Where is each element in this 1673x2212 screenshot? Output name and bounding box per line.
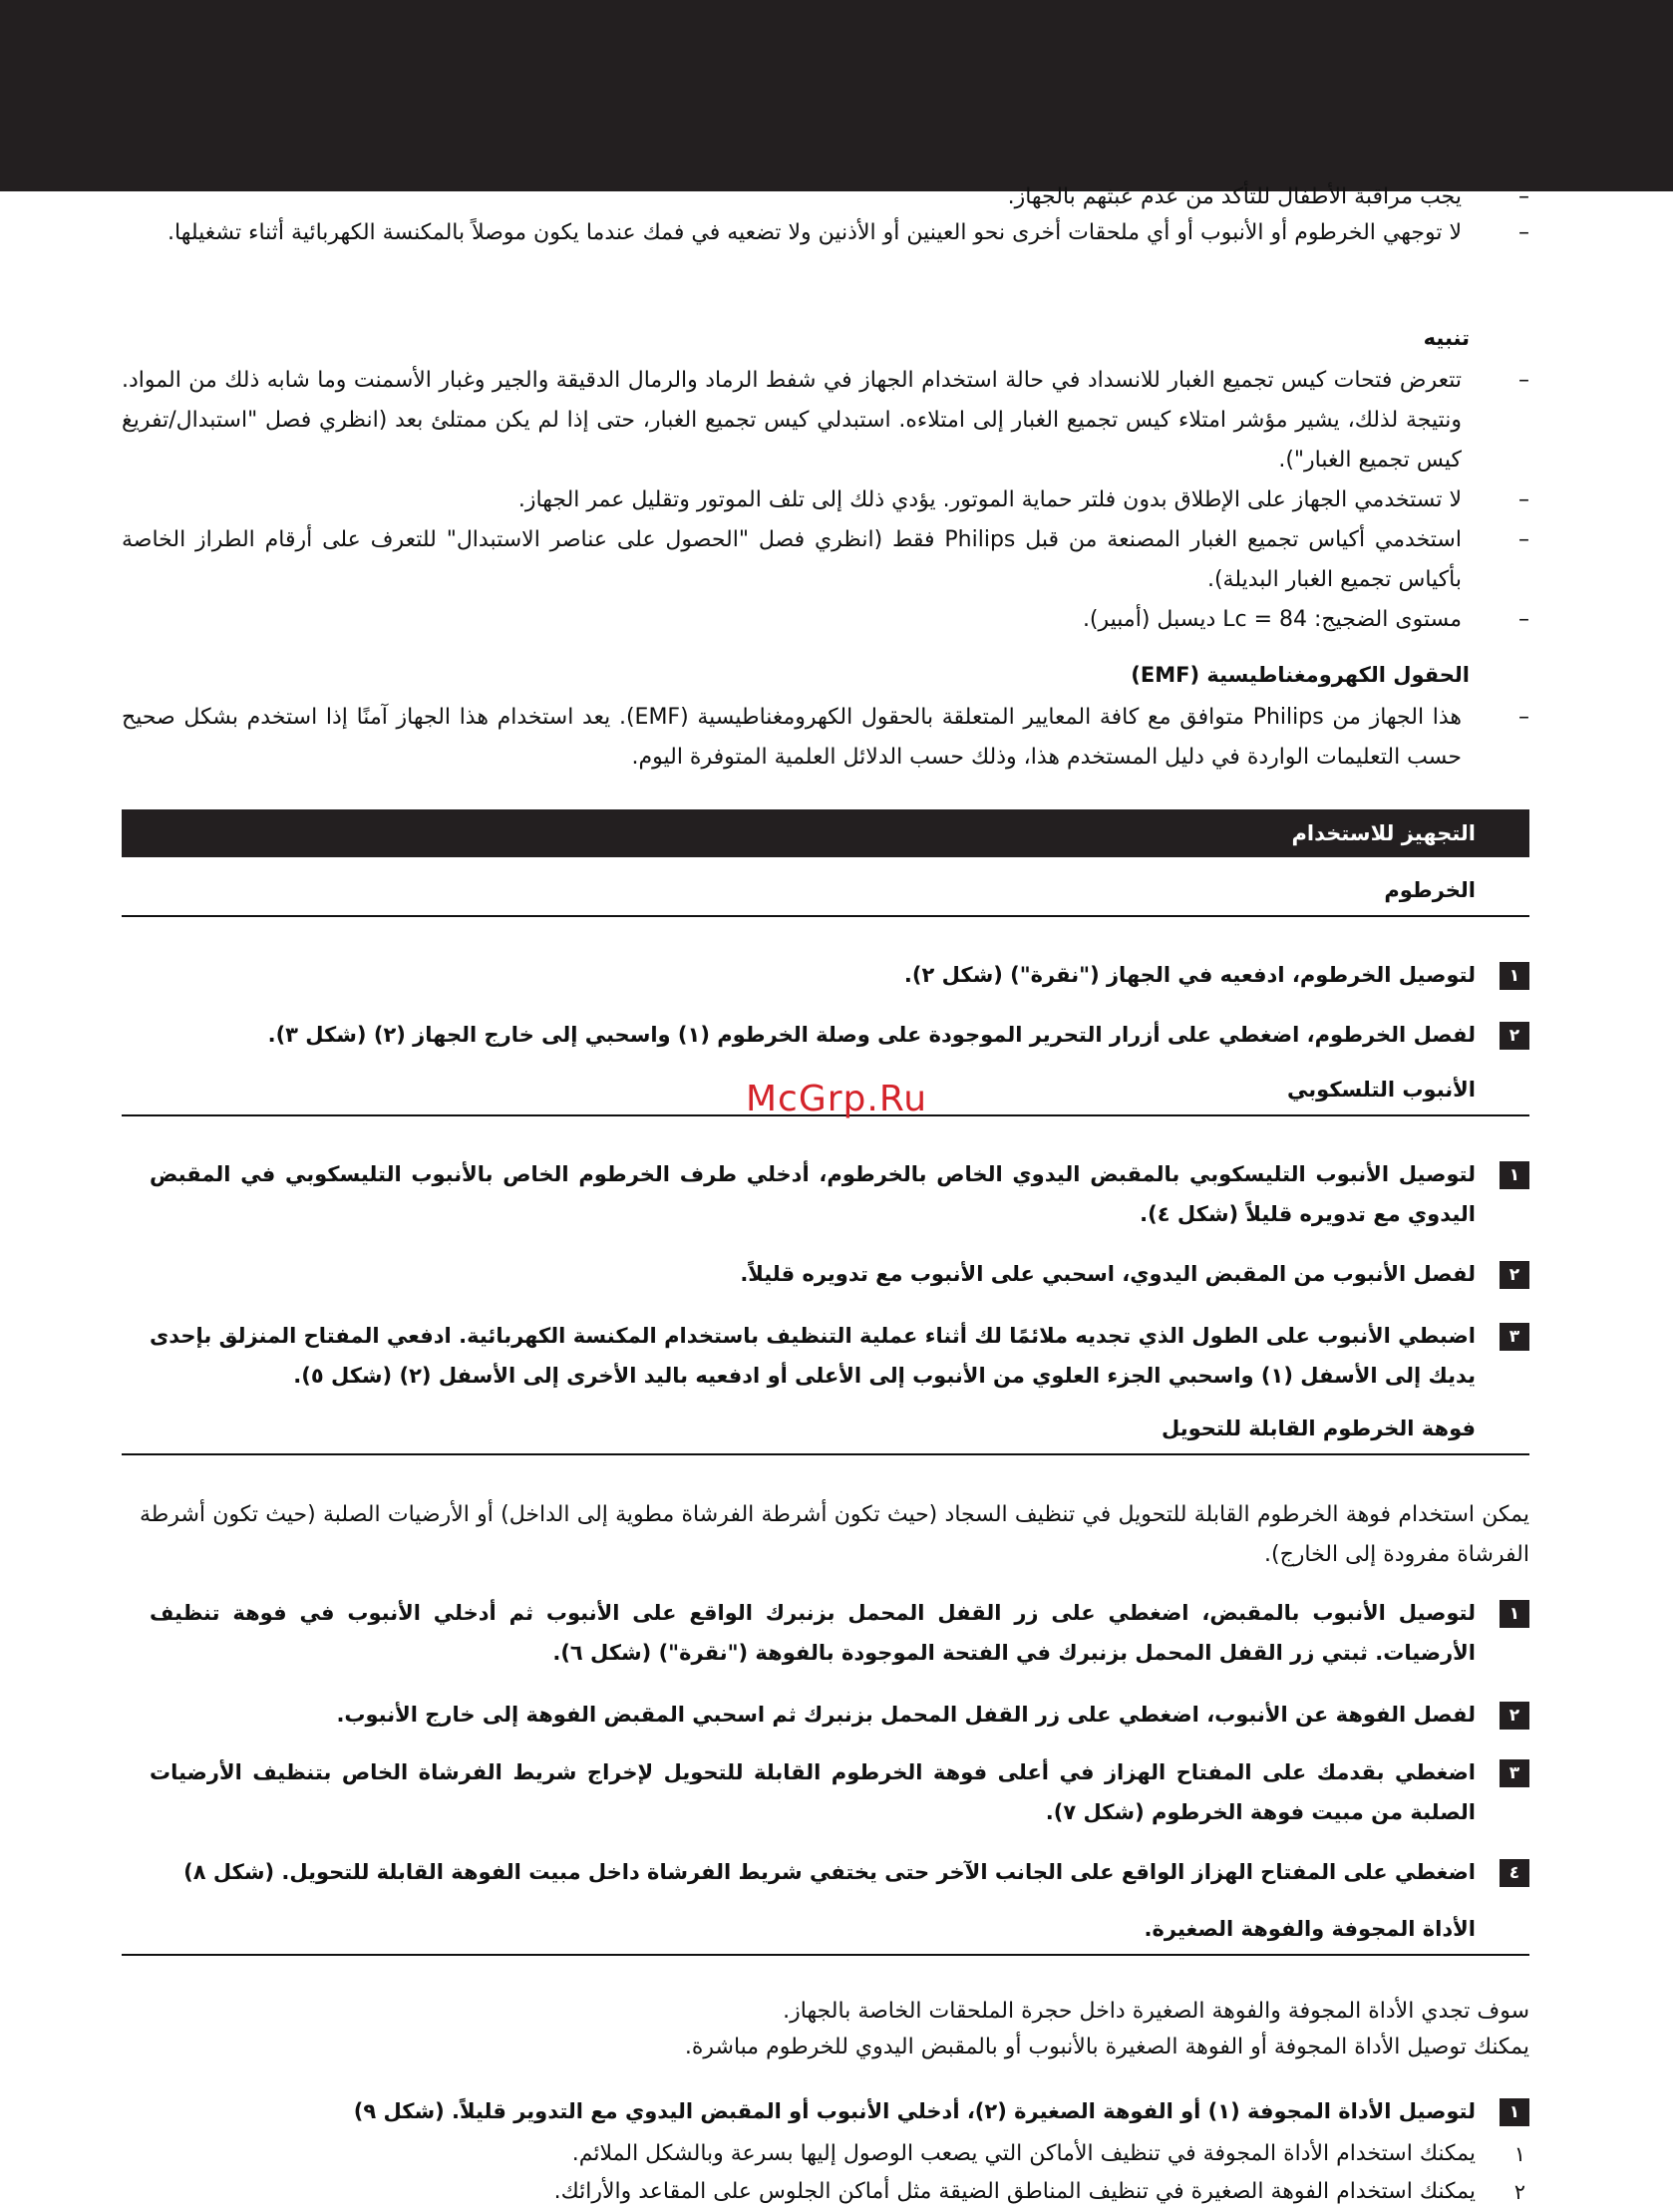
crevice-intro-1: سوف تجدي الأداة المجوفة والفوهة الصغيرة داخل حجرة الملحقات الخاصة بالجهاز. xyxy=(783,1999,1529,2024)
step-number: ١ xyxy=(1500,1600,1529,1628)
step-number: ٢ xyxy=(1500,1022,1529,1050)
step-number: ٢ xyxy=(1500,1702,1529,1730)
sub-number: ١ xyxy=(1513,2142,1525,2166)
header-bar xyxy=(0,0,1673,191)
emf-list xyxy=(122,698,1529,778)
watermark: McGrp.Ru xyxy=(746,1079,928,1119)
list-item: – هذا الجهاز من Philips متوافق مع كافة المعايير المتعلقة بالحقول الكهرومغناطيسية (EMF). يعد استخدام هذا الجهاز آمنًا إذا استخدم بشكل صحيح حسب التعليمات الواردة في دليل المستخدم هذا، وذلك حسب الدلائل العلمية المتوفرة اليوم. xyxy=(122,698,1529,778)
step-text: لفصل الفوهة عن الأنبوب، اضغطي على زر القفل المحمل بزنبرك ثم اسحبي المقبض الفوهة إلى خارج الأنبوب. xyxy=(336,1703,1476,1727)
caution-list xyxy=(122,361,1529,640)
step-text: لتوصيل الخرطوم، ادفعيه في الجهاز ("نقرة") (شكل ٢). xyxy=(903,963,1476,987)
step-item xyxy=(150,1695,1529,1735)
step-item xyxy=(150,1752,1529,1832)
sub-text: يمكنك استخدام الفوهة الصغيرة في تنظيف المناطق الضيقة مثل أماكن الجلوس على المقاعد والأرائك. xyxy=(553,2179,1476,2204)
nozzle-heading: فوهة الخرطوم القابلة للتحويل xyxy=(122,1412,1529,1455)
step-number: ٣ xyxy=(1500,1323,1529,1351)
sub-item xyxy=(140,2135,1529,2173)
step-text: لفصل الخرطوم، اضغطي على أزرار التحرير الموجودة على وصلة الخرطوم (١) واسحبي إلى خارج الجهاز (٢) (شكل ٣). xyxy=(267,1023,1476,1047)
list-item: – تتعرض فتحات كيس تجميع الغبار للانسداد في حالة استخدام الجهاز في شفط الرماد والرمال الدقيقة والجير وغبار الأسمنت وما شابه ذلك من المواد. ونتيجة لذلك، يشير مؤشر امتلاء كيس تجميع الغبار إلى امتلاءه. استبدلي كيس تجميع الغبار، حتى إذا لم يكن ممتلئ بعد (انظري فصل "استبدال/تفريغ كيس تجميع الغبار"). xyxy=(122,361,1529,480)
caution-title: تنبيه xyxy=(1423,326,1470,350)
step-item xyxy=(150,955,1529,995)
sub-item xyxy=(140,2173,1529,2211)
hose-heading: الخرطوم xyxy=(122,873,1529,917)
list-item: – يجب مراقبة الأطفال للتأكد من عدم عبثهم بالجهاز. xyxy=(122,177,1529,213)
step-number: ١ xyxy=(1500,1161,1529,1189)
sub-text: يمكنك استخدام الأداة المجوفة في تنظيف الأماكن التي يصعب الوصول إليها بسرعة وبالشكل الملائم. xyxy=(571,2141,1476,2166)
step-text: لتوصيل الأنبوب التليسكوبي بالمقبض اليدوي الخاص بالخرطوم، أدخلي طرف الخرطوم الخاص بالأنبوب التليسكوبي في المقبض اليدوي مع تدويره قليلاً (شكل ٤). xyxy=(150,1162,1476,1226)
crevice-heading: الأداة المجوفة والفوهة الصغيرة. xyxy=(122,1912,1529,1956)
nozzle-intro: يمكن استخدام فوهة الخرطوم القابلة للتحويل في تنظيف السجاد (حيث تكون أشرطة الفرشاة مطوية إلى الداخل) أو الأرضيات الصلبة (حيث تكون أشرطة الفرشاة مفرودة إلى الخارج). xyxy=(140,1502,1529,1567)
step-number: ١ xyxy=(1500,2098,1529,2126)
step-item xyxy=(150,1316,1529,1396)
step-item xyxy=(150,2091,1529,2131)
step-item xyxy=(150,1015,1529,1055)
step-text: لتوصيل الأداة المجوفة (١) أو الفوهة الصغيرة (٢)، أدخلي الأنبوب أو المقبض اليدوي مع التدوير قليلاً. (شكل ٩) xyxy=(353,2099,1476,2123)
step-item xyxy=(150,1593,1529,1673)
step-number: ٢ xyxy=(1500,1261,1529,1289)
step-number: ٣ xyxy=(1500,1759,1529,1787)
sub-number: ٢ xyxy=(1513,2180,1525,2204)
list-item: – لا توجهي الخرطوم أو الأنبوب أو أي ملحقات أخرى نحو العينين أو الأذنين ولا تضعيه في فمك عندما يكون موصلاً بالمكنسة الكهربائية أثناء تشغيلها. xyxy=(122,213,1529,253)
step-text: اضبطي الأنبوب على الطول الذي تجديه ملائمًا لك أثناء عملية التنظيف باستخدام المكنسة الكهربائية. ادفعي المفتاح المنزلق بإحدى يديك إلى الأسفل (١) واسحبي الجزء العلوي من الأنبوب إلى الأعلى أو ادفعيه باليد الأخرى إلى الأسفل (٢) (شكل ٥). xyxy=(150,1324,1476,1388)
list-item: – لا تستخدمي الجهاز على الإطلاق بدون فلتر حماية الموتور. يؤدي ذلك إلى تلف الموتور وتقليل عمر الجهاز. xyxy=(122,480,1529,520)
list-item: – استخدمي أكياس تجميع الغبار المصنعة من قبل Philips فقط (انظري فصل "الحصول على عناصر الاستبدال" للتعرف على أرقام الطراز الخاصة بأكياس تجميع الغبار البديلة). xyxy=(122,520,1529,600)
step-item xyxy=(150,1254,1529,1294)
step-text: لفصل الأنبوب من المقبض اليدوي، اسحبي على الأنبوب مع تدويره قليلاً. xyxy=(740,1262,1476,1286)
emf-title: الحقول الكهرومغناطيسية (EMF) xyxy=(1131,663,1470,687)
step-number: ١ xyxy=(1500,962,1529,990)
step-item xyxy=(150,1154,1529,1234)
step-text: اضغطي بقدمك على المفتاح الهزاز في أعلى فوهة الخرطوم القابلة للتحويل لإخراج شريط الفرشاة الخاص بتنظيف الأرضيات الصلبة من مبيت فوهة الخرطوم (شكل ٧). xyxy=(150,1760,1476,1824)
section-banner: التجهيز للاستخدام xyxy=(122,809,1529,857)
step-text: لتوصيل الأنبوب بالمقبض، اضغطي على زر القفل المحمل بزنبرك الواقع على الأنبوب ثم أدخلي الأنبوب في فوهة تنظيف الأرضيات. ثبتي زر القفل المحمل بزنبرك في الفتحة الموجودة بالفوهة ("نقرة") (شكل ٦). xyxy=(150,1601,1476,1665)
step-text: اضغطي على المفتاح الهزاز الواقع على الجانب الآخر حتى يختفي شريط الفرشاة داخل مبيت الفوهة القابلة للتحويل. (شكل ٨) xyxy=(183,1860,1476,1884)
list-item: – مستوى الضجيج: Lc = 84 ديسبل (أمبير). xyxy=(122,600,1529,640)
step-number: ٤ xyxy=(1500,1859,1529,1887)
warnings-list xyxy=(122,177,1529,253)
crevice-intro-2: يمكنك توصيل الأداة المجوفة أو الفوهة الصغيرة بالأنبوب أو بالمقبض اليدوي للخرطوم مباشرة. xyxy=(684,2035,1529,2059)
tube-heading: الأنبوب التلسكوبي xyxy=(122,1073,1529,1116)
step-item xyxy=(150,1852,1529,1892)
